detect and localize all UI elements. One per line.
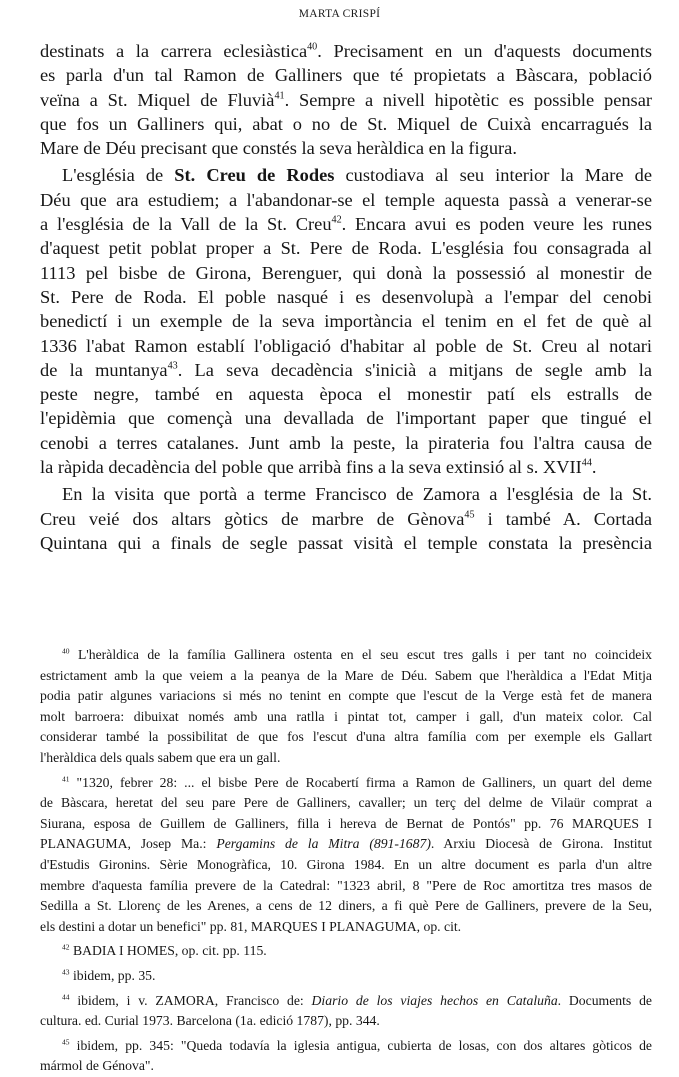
text-line [40,482,652,506]
text-run: l'epidèmia que començà una devallada de l'important paper que tingué el [40,408,652,429]
footnote-ref: 41 [274,90,285,102]
footnotes [40,645,652,1077]
text-run: peste negre, també en aquesta època el monestir patí els estralls de [40,384,652,405]
text-line [40,406,652,430]
footnote-number: 40 [62,646,70,656]
text-run: Mare de Déu precisant que constés la seva heràldica en la figura. [40,138,517,159]
text-line [40,876,652,897]
paragraph [40,163,652,479]
text-line [40,855,652,876]
footnote-number: 43 [62,967,70,977]
text-run: benedictí i un exemple de la seva importància el tenim en el fet de què al [40,311,652,332]
paragraph [40,39,652,160]
text-line [40,212,652,236]
italic-title: Pergamins de la Mitra (891-1687) [216,836,431,852]
text-run: estrictament amb la que veiem a la peanya de la Mare de Déu. Sabem que l'heràldica a l'Edat Mitja [40,667,652,683]
text-line [40,1056,652,1077]
text-line [40,455,652,479]
text-run: que fos un Galliners qui, abat o no de St. Miquel de Cuixà encarragués la [40,113,652,134]
text-run: cultura. ed. Curial 1973. Barcelona (1a. edició 1787), pp. 344. [40,1013,380,1029]
text-line [40,834,652,855]
text-run: . Documents de [557,992,652,1008]
text-run: 1336 l'abat Ramon establí l'obligació d'habitar al poble de St. Creu al notari [40,335,652,356]
text-line [40,188,652,212]
text-line [40,88,652,112]
text-run: L'heràldica de la família Gallinera ostenta en el seu escut tres galls i per tant no coincideix [77,647,653,662]
text-run: Déu que ara estudiem; a l'abandonar-se el temple aquesta passà a venerar-se [40,189,652,210]
footnote-42 [40,941,652,962]
text-run: . Sempre a nivell hipotètic es possible pensar [284,89,652,110]
text-run: En la visita que portà a terme Francisco de Zamora a l'església de la St. [62,484,652,505]
text-line [40,285,652,309]
text-line [40,507,652,531]
body-text [40,39,652,555]
footnote-number: 41 [62,773,70,783]
text-run: d'Estudis Gironins. Sèrie Monogràfica, 10. Girona 1984. En un altre document es parla d'un altre [40,856,652,872]
text-run: els destini a dotar un benefici" pp. 81, MARQUES I PLANAGUMA, op. cit. [40,918,462,934]
text-run: ibidem, pp. 35. [72,967,156,983]
text-run: Sedilla a St. Llorenç de les Arenes, a cens de 12 diners, a fi què Pere de Galliners, prevere de la Seu, [40,898,652,914]
text-line [40,112,652,136]
text-line [40,1011,652,1032]
text-run: cenobi a terres catalanes. Junt amb la peste, la pirateria fou l'altra causa de [40,432,652,453]
text-line [40,431,652,455]
text-line [40,645,652,666]
text-run: . Encara avui es poden veure les runes [341,214,652,235]
footnote-45 [40,1036,652,1077]
footnote-number: 42 [62,942,70,952]
text-line [40,261,652,285]
text-run: l'heràldica dels quals sabem que era un gall. [40,749,281,765]
text-line [40,896,652,917]
text-line [40,358,652,382]
footnote-43 [40,966,652,987]
text-line [40,686,652,707]
text-run: de la muntanya [40,359,168,380]
footnote-ref: 43 [167,360,178,372]
text-run: es parla d'un tal Ramon de Galliners que té propietats a Bàscara, població [40,65,652,86]
text-line [40,1036,652,1057]
text-line [40,814,652,835]
text-run: Creu veié dos altars gòtics de marbre de Gènova [40,508,465,529]
text-run: . [591,457,597,478]
footnote-number: 45 [62,1037,70,1047]
text-line [40,793,652,814]
text-line [40,707,652,728]
text-run: veïna a St. Miquel de Fluvià [40,89,275,110]
text-run: St. Pere de Roda. El poble nasqué i es desenvolupà a l'empar del cenobi [40,286,652,307]
text-line [40,917,652,938]
text-run: membre d'aquesta família prevere de la Catedral: "1323 abril, 8 "Pere de Roc amortitza tres masos de [40,877,652,893]
text-run: Siurana, esposa de Guillem de Galliners, filla i hereva de Bernat de Pontós" pp. 76 MARQUES I [40,815,652,831]
text-line [40,63,652,87]
text-line [40,531,652,555]
text-line [40,727,652,748]
text-run: d'aquest petit poblat proper a St. Pere de Roda. L'església fou consagrada al [40,238,652,259]
text-run: molt barroera: dibuixat només amb una ratlla i pintat tot, camper i gall, d'un mateix color. Cal [40,708,652,724]
bold-text: St. Creu de Rodes [174,165,335,186]
footnote-40 [40,645,652,769]
running-head: MARTA CRISPÍ [298,8,381,20]
text-run: . La seva decadència s'inicià a mitjans de segle amb la [177,359,652,380]
text-run: custodiava al seu interior la Mare de [334,165,652,186]
text-run: podia patir algunes variacions si més no tenint en compte que l'escut de la Verge està fet de manera [40,688,652,704]
text-run: Quintana qui a finals de segle passat visità el temple constata la presència [40,532,652,553]
text-run: BADIA I HOMES, op. cit. pp. 115. [72,943,267,959]
text-run: 1113 pel bisbe de Girona, Berenguer, qui donà la possessió al monestir de [40,262,652,283]
text-run: PLANAGUMA, Josep Ma.: [40,836,217,852]
footnote-number: 44 [62,991,70,1001]
text-line [40,236,652,260]
text-run: L'església de [62,165,175,186]
footnote-ref: 40 [307,41,318,53]
text-run: . Precisament en un d'aquests documents [317,41,652,61]
paragraph [40,482,652,555]
text-run: ibidem, i v. ZAMORA, Francisco de: [77,992,312,1008]
text-line [40,163,652,187]
footnote-ref: 42 [331,214,342,226]
text-line [40,773,652,794]
text-line [40,136,652,160]
text-line [40,941,652,962]
text-line [40,309,652,333]
text-line [40,748,652,769]
text-run: i també A. Cortada [474,508,653,529]
footnote-ref: 45 [464,509,475,521]
text-line [40,382,652,406]
text-line [40,991,652,1012]
text-run: destinats a la carrera eclesiàstica [40,41,308,61]
footnote-44 [40,991,652,1032]
text-line [40,966,652,987]
text-line [40,666,652,687]
text-run: ibidem, pp. 345: "Queda todavía la iglesia antigua, cubierta de losas, con dos altares gòticos de [76,1037,652,1053]
text-run: considerar també la possibilitat de que fos l'escut d'una altra família com per exemple els Gallart [40,729,652,745]
text-run: la ràpida decadència del poble que arribà fins a la seva extinsió al s. XVII [40,457,582,478]
footnote-ref: 44 [581,457,592,469]
text-run: . Arxiu Diocesà de Girona. Institut [430,836,653,852]
text-run: a l'església de la Vall de la St. Creu [40,214,332,235]
italic-title: Diario de los viajes hechos en Cataluña [311,992,558,1008]
text-run: mármol de Génova". [40,1058,154,1074]
text-run: de Bàscara, heretat del seu pare Pere de Galliners, cavaller; un terç del delme de Vilaür comprat a [40,795,652,811]
footnote-41 [40,773,652,938]
text-line [40,334,652,358]
text-line [40,39,652,63]
text-run: "1320, febrer 28: ... el bisbe Pere de Rocabertí firma a Ramon de Galliners, un quart del deme [76,774,652,790]
